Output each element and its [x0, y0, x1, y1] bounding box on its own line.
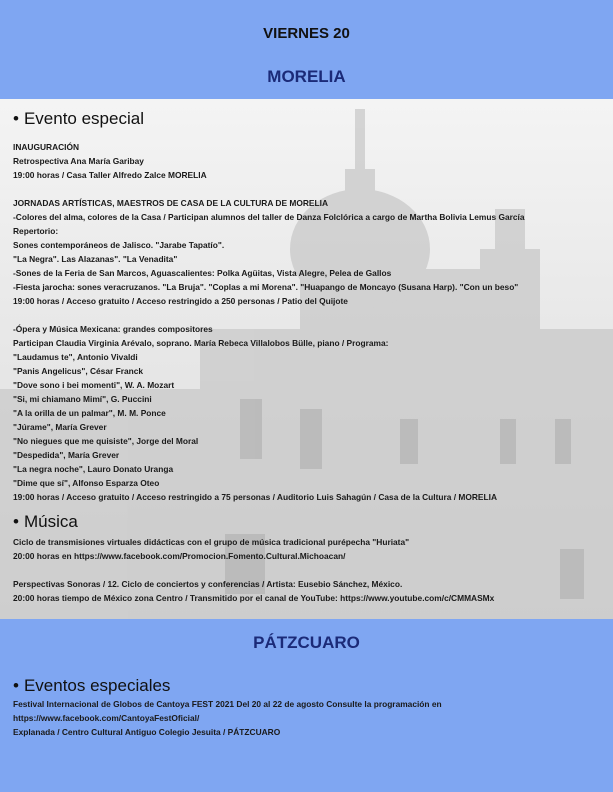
section-heading-musica: • Música: [13, 512, 78, 531]
text-line: Festival Internacional de Globos de Cantoya FEST 2021 Del 20 al 22 de agosto Consulte la programación en: [13, 699, 442, 709]
text-line: Explanada / Centro Cultural Antiguo Colegio Jesuita / PÁTZCUARO: [13, 727, 281, 737]
text-line: -Ópera y Música Mexicana: grandes compositores: [13, 324, 213, 334]
text-line: Sones contemporáneos de Jalisco. "Jarabe Tapatío".: [13, 240, 225, 250]
link-line[interactable]: 20:00 horas tiempo de México zona Centro / Transmitido por el canal de YouTube: https://www.youtube.com/c/CMMASMx: [13, 593, 495, 603]
patzcuaro-content: [13, 675, 608, 739]
text-line: "No niegues que me quisiste", Jorge del Moral: [13, 436, 199, 446]
morelia-content: [13, 108, 608, 605]
text-line: Perspectivas Sonoras / 12. Ciclo de conciertos y conferencias / Artista: Eusebio Sánchez, México.: [13, 579, 403, 589]
text-line: "La Negra". Las Alazanas". "La Venadita": [13, 254, 178, 264]
text-line: "La negra noche", Lauro Donato Uranga: [13, 464, 174, 474]
text-line: 19:00 horas / Acceso gratuito / Acceso restringido a 75 personas / Auditorio Luis Sahagún / Casa de la Cultura / MORELIA: [13, 492, 498, 502]
text-line: "Despedida", María Grever: [13, 450, 120, 460]
bullet: •: [13, 512, 19, 531]
day-title: VIERNES 20: [263, 25, 350, 42]
text-line: "Panis Angelicus", César Franck: [13, 366, 144, 376]
section-heading-evento-especial: • Evento especial: [13, 109, 144, 128]
link-line[interactable]: https://www.facebook.com/CantoyaFestOficial/: [13, 713, 200, 723]
text-line: "Si, mi chiamano Mimí", G. Puccini: [13, 394, 152, 404]
spacer: [13, 504, 608, 511]
city-title-morelia: MORELIA: [267, 67, 346, 86]
text-line: -Colores del alma, colores de la Casa / Participan alumnos del taller de Danza Folclórica a cargo de Martha Bolivia Lemus García: [13, 212, 525, 222]
bullet: •: [13, 109, 19, 128]
musica-body: [13, 535, 608, 605]
text-line: 19:00 horas / Casa Taller Alfredo Zalce MORELIA: [13, 170, 207, 180]
text-line: "Laudamus te", Antonio Vivaldi: [13, 352, 138, 362]
link-line[interactable]: 20:00 horas en https://www.facebook.com/Promocion.Fomento.Cultural.Michoacan/: [13, 551, 346, 561]
text-line: JORNADAS ARTÍSTICAS, MAESTROS DE CASA DE LA CULTURA DE MORELIA: [13, 198, 328, 208]
text-line: -Fiesta jarocha: sones veracruzanos. "La Bruja". "Coplas a mi Morena". "Huapango de Moncayo (Susana Harp). "Con un beso": [13, 282, 519, 292]
text-line: "Dime que sí", Alfonso Esparza Oteo: [13, 478, 160, 488]
section-heading-eventos-especiales: • Eventos especiales: [13, 676, 171, 695]
text-line: -Sones de la Feria de San Marcos, Aguascalientes: Polka Agüitas, Vista Alegre, Pelea de Gallos: [13, 268, 392, 278]
text-line: Participan Claudia Virginia Arévalo, soprano. María Rebeca Villalobos Bülle, piano / Programa:: [13, 338, 389, 348]
text-line: Retrospectiva Ana María Garibay: [13, 156, 144, 166]
spacer: [13, 182, 608, 196]
city-title-patzcuaro: PÁTZCUARO: [253, 633, 360, 652]
text-line: "A la orilla de un palmar", M. M. Ponce: [13, 408, 166, 418]
eventos-especiales-body: [13, 697, 608, 739]
text-line: "Júrame", María Grever: [13, 422, 107, 432]
spacer: [13, 308, 608, 322]
spacer: [13, 563, 608, 577]
text-line: INAUGURACIÓN: [13, 142, 80, 152]
text-line: "Dove sono i bei momenti", W. A. Mozart: [13, 380, 175, 390]
text-line: Ciclo de transmisiones virtuales didácticas con el grupo de música tradicional purépecha "Huriata": [13, 537, 410, 547]
evento-especial-body: [13, 140, 608, 504]
bullet: •: [13, 676, 19, 695]
text-line: 19:00 horas / Acceso gratuito / Acceso restringido a 250 personas / Patio del Quijote: [13, 296, 348, 306]
text-line: Repertorio:: [13, 226, 59, 236]
